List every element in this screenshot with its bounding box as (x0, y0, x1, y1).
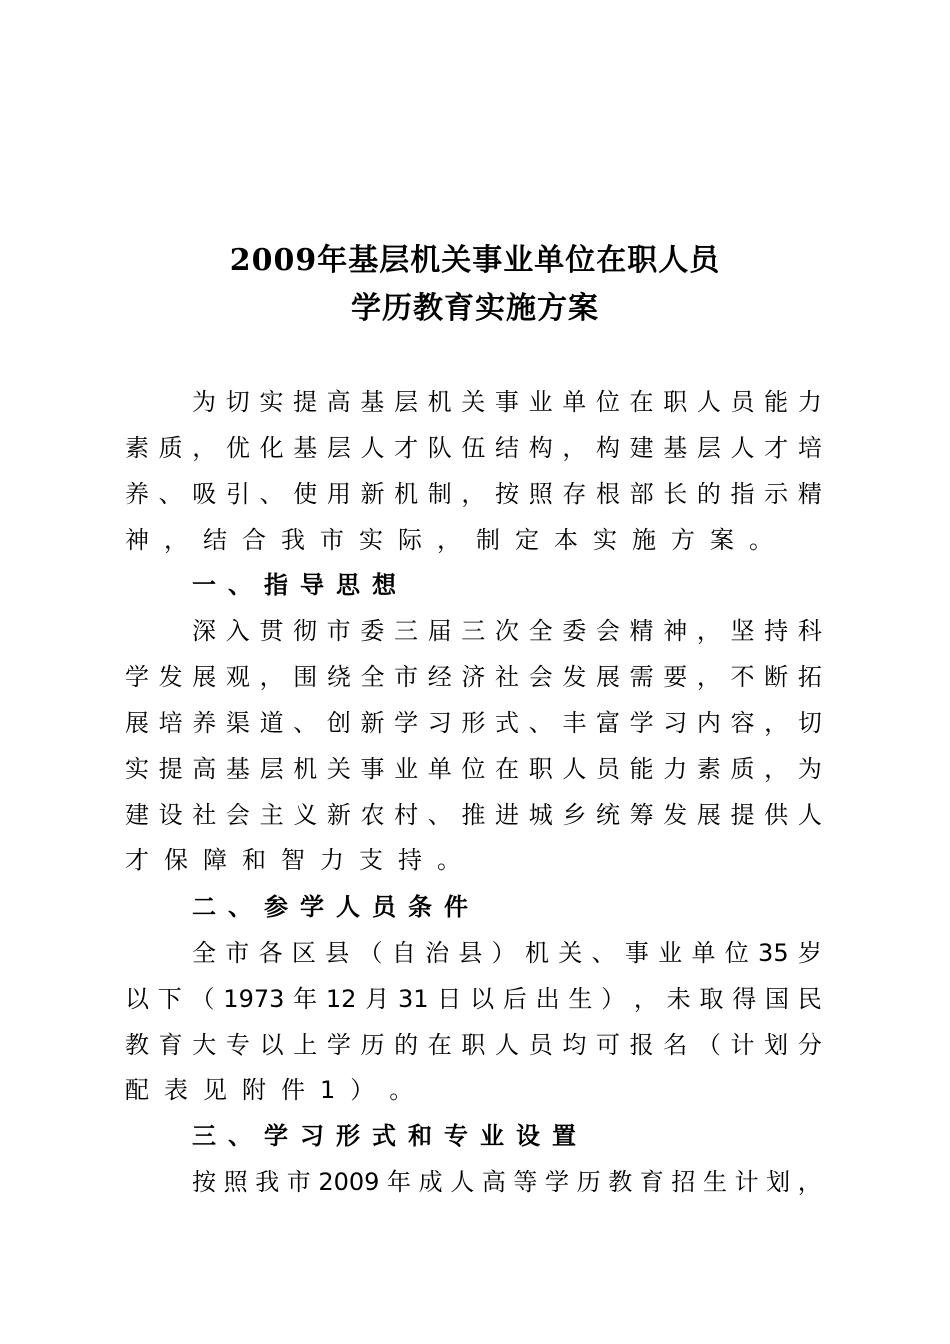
paragraph-line: 展 培 养 渠 道 、 创 新 学 习 形 式 、 丰 富 学 习 内 容 ， 切 (125, 709, 822, 737)
paragraph-line: 为 切 实 提 高 基 层 机 关 事 业 单 位 在 职 人 员 能 力 (192, 388, 822, 416)
document-title-line-1: 2009年基层机关事业单位在职人员 (229, 243, 721, 278)
paragraph-line: 才 保 障 和 智 力 支 持 。 (125, 846, 461, 874)
paragraph-line: 全 市 各 区 县 （ 自 治 县 ） 机 关 、 事 业 单 位 35 岁 (192, 939, 822, 967)
paragraph-line: 养 、 吸 引 、 使 用 新 机 制 ， 按 照 存 根 部 长 的 指 示 精 (125, 480, 822, 508)
paragraph-line: 实 提 高 基 层 机 关 事 业 单 位 在 职 人 员 能 力 素 质 ， 为 (125, 755, 822, 783)
section-heading: 二 、 参 学 人 员 条 件 (192, 893, 468, 921)
paragraph-line: 学 发 展 观 ， 围 绕 全 市 经 济 社 会 发 展 需 要 ， 不 断 拓 (125, 663, 822, 691)
paragraph-line: 建 设 社 会 主 义 新 农 村 、 推 进 城 乡 统 筹 发 展 提 供 人 (125, 801, 822, 829)
section-heading: 一 、 指 导 思 想 (192, 571, 396, 599)
paragraph-line: 神 ， 结 合 我 市 实 际 ， 制 定 本 实 施 方 案 。 (125, 526, 773, 554)
document-title-line-2: 学历教育实施方案 (351, 291, 599, 326)
paragraph-line: 教 育 大 专 以 上 学 历 的 在 职 人 员 均 可 报 名 （ 计 划 分 (125, 1031, 822, 1059)
paragraph-line: 素 质 ， 优 化 基 层 人 才 队 伍 结 构 ， 构 建 基 层 人 才 培 (125, 434, 822, 462)
paragraph-line: 按 照 我 市 2009 年 成 人 高 等 学 历 教 育 招 生 计 划 ， (192, 1168, 822, 1196)
paragraph-line: 配 表 见 附 件 1 ） 。 (125, 1076, 414, 1104)
paragraph-line: 深 入 贯 彻 市 委 三 届 三 次 全 委 会 精 神 ， 坚 持 科 (192, 617, 822, 645)
section-heading: 三 、 学 习 形 式 和 专 业 设 置 (192, 1122, 576, 1150)
paragraph-line: 以 下 （ 1973 年 12 月 31 日 以 后 出 生 ） ， 未 取 得 国 民 (125, 985, 822, 1013)
